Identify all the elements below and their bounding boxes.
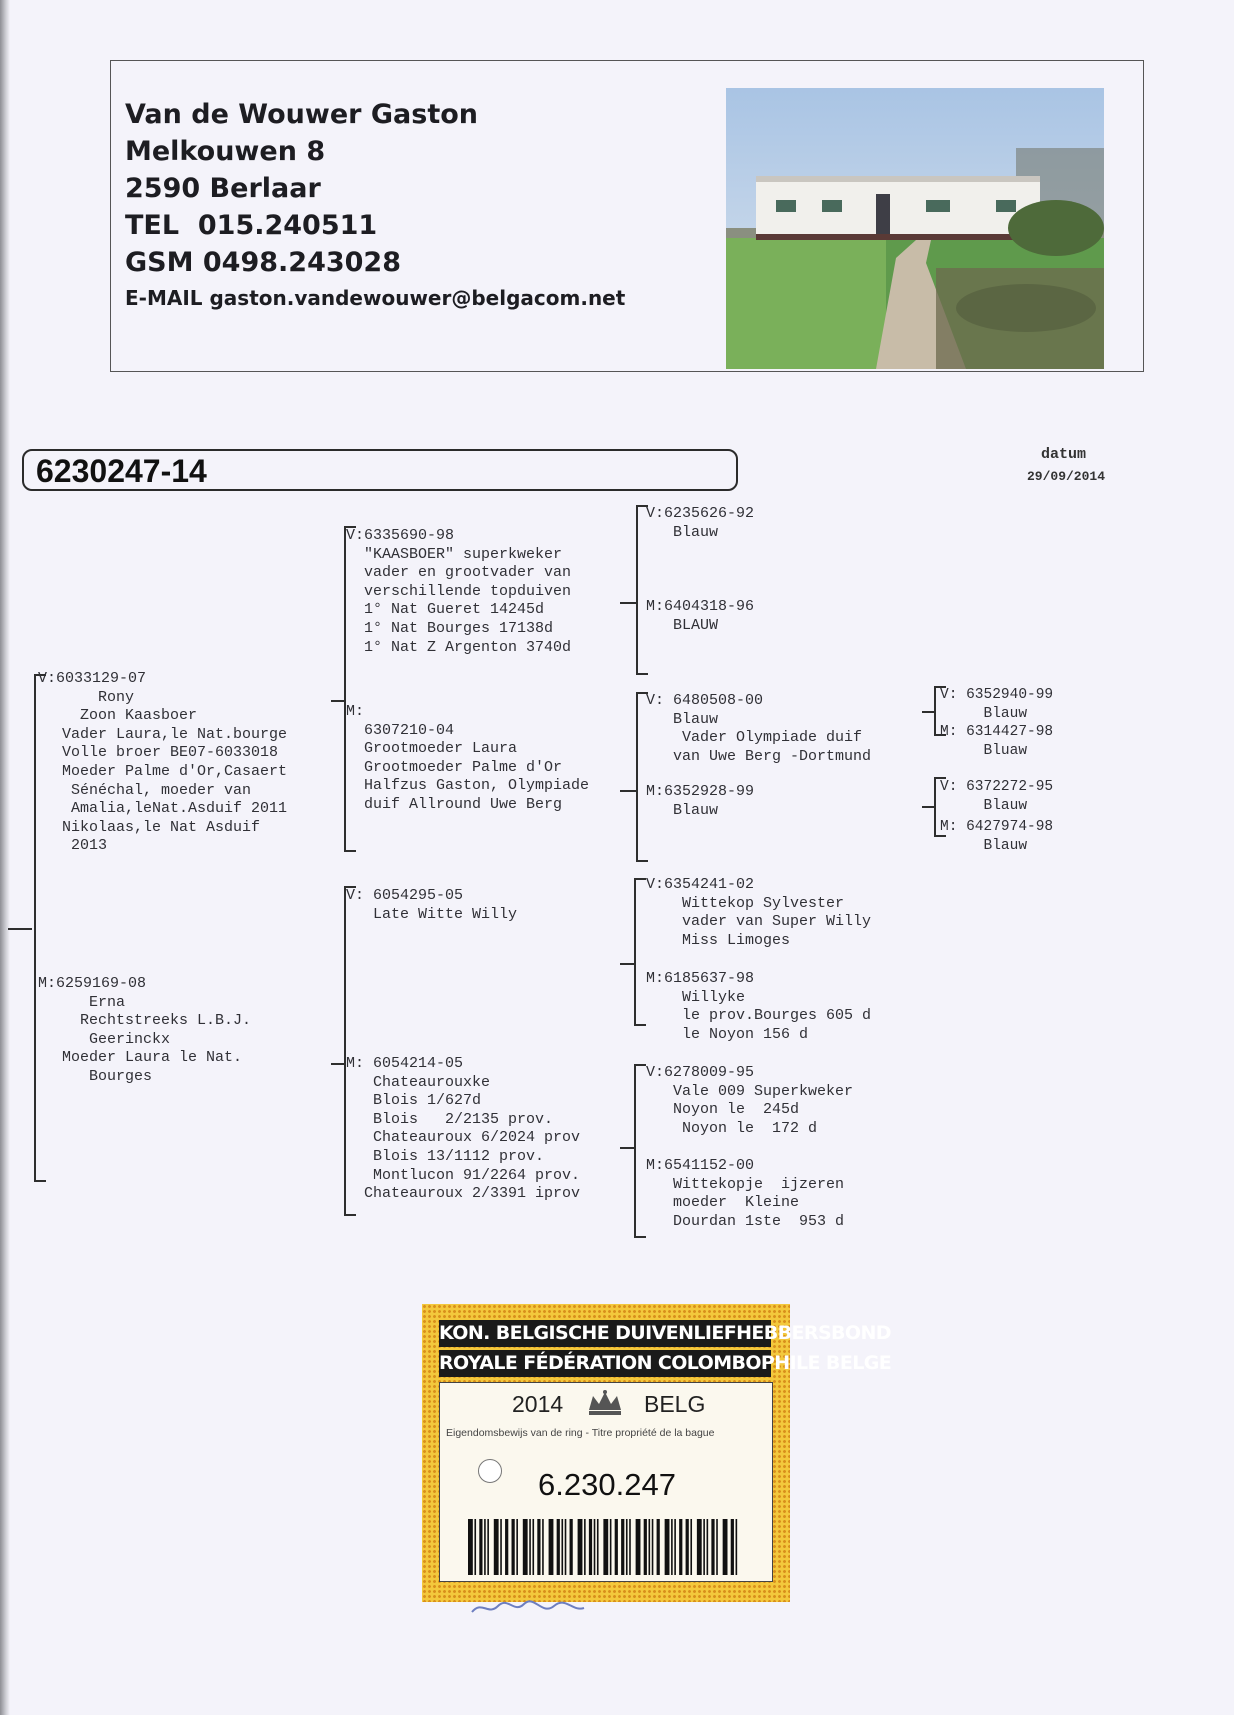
breeder-tel: TEL 015.240511 [125,210,378,241]
barcode-bar [512,1519,515,1575]
pedigree-fff: V:6235626-92 Blauw [646,505,755,541]
sticker-ring-number: 6.230.247 [538,1467,676,1502]
barcode-bar [516,1519,518,1575]
barcode-bar [629,1519,631,1575]
barcode-bar [505,1519,508,1575]
sticker-property-text: Eigendomsbewijs van de ring - Titre propriété de la bague [446,1427,715,1439]
pedigree-fmfm: M: 6314427-98 Bluaw [940,724,1054,759]
barcode-bar [610,1519,612,1575]
sticker-federation-fr: ROYALE FÉDÉRATION COLOMBOPHILE BELGE [439,1350,771,1377]
page-edge [0,0,10,1715]
barcode-bar [529,1519,531,1575]
sticker-country: BELG [644,1391,706,1417]
loft-photo [726,88,1104,369]
pedigree-mmf: V:6278009-95 Vale 009 Superkweker Noyon le 245d Noyon le 172 d [646,1064,854,1137]
sticker-panel [439,1382,773,1582]
barcode-bar [649,1519,651,1575]
barcode-bar [532,1519,534,1575]
pedigree-father: V:6033129-07 Rony Zoon Kaasboer Vader Laura,le Nat.bourge Volle broer BE07-6033018 Moeder Palme d'Or,Casaert Sénéchal, moeder van Amalia,leNat.Asduif 2011 Nikolaas,le Nat Asduif 2013 [38,670,288,855]
fmm-connector [922,806,934,808]
pedigree-mmm: M:6541152-00 Wittekopje ijzeren moeder Kleine Dourdan 1ste 953 d [646,1157,845,1230]
barcode-bar [615,1519,618,1575]
barcode-bar [644,1519,647,1575]
ring-number: 6230247-14 [36,453,207,489]
barcode-bar [674,1519,676,1575]
barcode-bar [621,1519,624,1575]
pedigree-fmf: V: 6480508-00 Blauw Vader Olympiade duif van Uwe Berg -Dortmund [646,692,872,765]
date-value: 29/09/2014 [1027,469,1106,484]
crown-crest-icon [585,1388,625,1418]
pedigree-fmmf: V: 6372272-95 Blauw [940,779,1054,814]
breeder-gsm: GSM 0498.243028 [125,247,401,278]
barcode-bar [584,1519,586,1575]
breeder-email: E-MAIL gaston.vandewouwer@belgacom.net [125,286,626,310]
barcode-bar [603,1519,608,1575]
ring-certificate-sticker [422,1304,892,1602]
sticker-year: 2014 [512,1391,564,1417]
pedigree-fmm: M:6352928-99 Blauw [646,783,755,819]
barcode-bar [697,1519,702,1575]
pedigree-mf: V: 6054295-05 Late Witte Willy [346,887,518,923]
date-label: datum [1041,446,1087,463]
signature [468,1594,588,1620]
mm-bracket [634,1064,636,1238]
breeder-name: Van de Wouwer Gaston [125,99,478,130]
barcode-bar [500,1519,502,1575]
barcode-bar [711,1519,714,1575]
father-connector [331,700,345,702]
pedigree-fmff: V: 6352940-99 Blauw [940,687,1054,722]
ring-number-bar [22,449,738,491]
barcode-bar [597,1519,599,1575]
sticker-federation-nl: KON. BELGISCHE DUIVENLIEFHEBBERSBOND [439,1320,771,1347]
barcode-bar [561,1519,563,1575]
barcode-bar [474,1519,476,1575]
pedigree-fm: M: 6307210-04 Grootmoeder Laura Grootmoeder Palme d'Or Halfzus Gaston, Olympiade duif Allround Uwe Berg [346,703,590,813]
pedigree-mff: V:6354241-02 Wittekop Sylvester vader van Super Willy Miss Limoges [646,876,872,949]
fmm-bracket [934,777,936,837]
barcode-bar [716,1519,718,1575]
ff-bracket [636,505,638,675]
barcode-bar [723,1519,728,1575]
barcode-bar [736,1519,738,1575]
pedigree-ffm: M:6404318-96 BLAUW [646,598,755,634]
pedigree-mfm: M:6185637-98 Willyke le prov.Bourges 605 d le Noyon 156 d [646,970,872,1043]
barcode-bar [557,1519,560,1575]
barcode-bar [549,1519,554,1575]
pedigree-mother: M:6259169-08 Erna Rechtstreeks L.B.J. Geerinckx Moeder Laura le Nat. Bourges [38,975,252,1085]
barcode-bar [537,1519,540,1575]
contact-block [125,96,625,313]
barcode-bar [690,1519,692,1575]
barcode-bar [589,1519,592,1575]
pedigree-fmmm: M: 6427974-98 Blauw [940,819,1054,854]
barcode-bar [703,1519,705,1575]
breeder-city: 2590 Berlaar [125,173,321,204]
barcode-bar [665,1519,670,1575]
fm-bracket [636,692,638,862]
barcode-bar [484,1519,486,1575]
fmf-bracket [934,686,936,736]
barcode-bar [636,1519,641,1575]
barcode-bar [487,1519,489,1575]
mother-connector [331,1063,345,1065]
barcode [468,1519,742,1575]
barcode-bar [594,1519,596,1575]
fmf-connector [922,711,934,713]
pedigree-mm: M: 6054214-05 Chateaurouxke Blois 1/627d Blois 2/2135 prov. Chateauroux 6/2024 prov Blois 13/1112 prov. Montlucon 91/2264 prov. Chateauroux 2/3391 iprov [346,1055,581,1203]
breeder-street: Melkouwen 8 [125,136,326,167]
barcode-bar [570,1519,573,1575]
barcode-bar [686,1519,689,1575]
barcode-bar [542,1519,544,1575]
barcode-bar [657,1519,660,1575]
barcode-bar [479,1519,482,1575]
root-connector [8,928,32,930]
mf-bracket [634,878,636,1026]
barcode-bar [578,1519,583,1575]
barcode-bar [671,1519,673,1575]
barcode-bar [652,1519,654,1575]
barcode-bar [707,1519,709,1575]
barcode-bar [731,1519,734,1575]
barcode-bar [626,1519,628,1575]
barcode-bar [523,1519,528,1575]
barcode-bar [468,1519,473,1575]
barcode-bar [494,1519,499,1575]
barcode-bar [565,1519,567,1575]
barcode-bar [679,1519,682,1575]
parents-bracket [34,674,36,1182]
pedigree-ff: V:6335690-98 "KAASBOER" superkweker vader en grootvader van verschillende topduiven 1° Nat Gueret 14245d 1° Nat Bourges 17138d 1° Nat Z Argenton 3740d [346,527,572,656]
